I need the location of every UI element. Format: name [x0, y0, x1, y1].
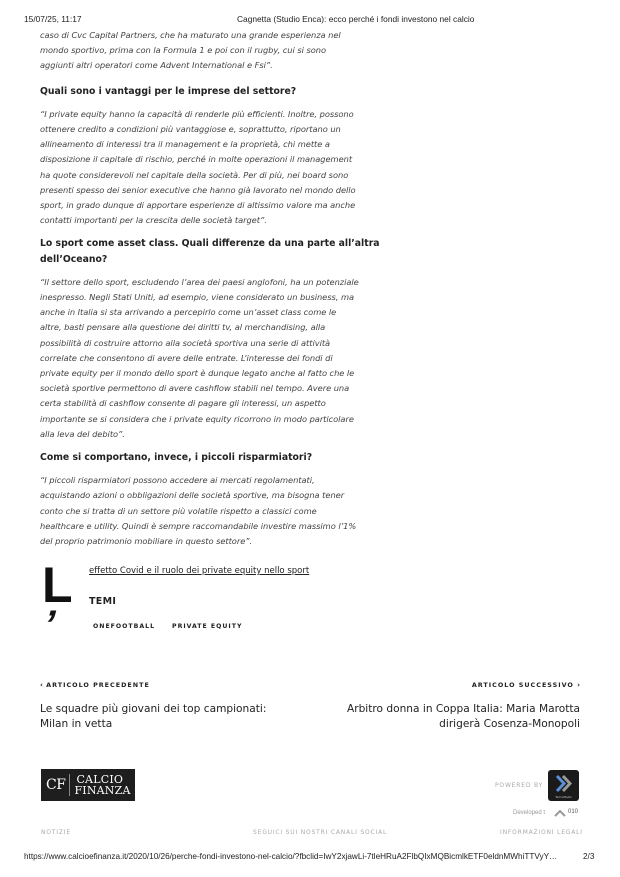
text-line: “I private equity hanno la capacità di renderle più efficienti. Inoltre, possono — [40, 108, 354, 119]
section-paragraph — [40, 275, 380, 442]
double-chevron-icon — [554, 774, 573, 793]
text-line: acquistando azioni o obbligazioni delle società sportive, ma bisogna tener — [40, 490, 345, 501]
title-line: Arbitro donna in Coppa Italia: Maria Marotta — [346, 703, 580, 715]
print-header — [24, 14, 596, 28]
text-line: possibilità di costruire attorno alla società sportiva una serie di attività — [40, 337, 331, 348]
topic-tags — [93, 623, 242, 630]
text-line: caso di Cvc Capital Partners, che ha maturato una grande esperienza nel — [40, 30, 341, 40]
title-line: Milan in vetta — [40, 718, 113, 730]
text-line: alla leva del debito”. — [40, 428, 125, 439]
section-paragraph — [40, 473, 380, 549]
next-article-label — [320, 681, 580, 689]
text-line: conto che si tratta di un settore più volatile rispetto a classici come — [40, 505, 317, 516]
related-article-link[interactable]: effetto Covid e il ruolo dei private equity nello sport — [89, 566, 310, 576]
text-line: allineamento di interessi tra il management e la proprietà, chi mette a — [40, 139, 330, 150]
section-paragraph — [40, 107, 380, 229]
developer-logo-text: TechnoMedia — [555, 796, 572, 799]
print-datetime: 15/07/25, 11:17 — [24, 14, 82, 24]
print-page-title: Cagnetta (Studio Enca): ecco perché i fondi investono nel calcio — [237, 14, 475, 24]
text-line: ottenere credito a condizioni più vantaggiose e, soprattutto, riportano un — [40, 124, 341, 135]
print-url: https://www.calcioefinanza.it/2020/10/26/perche-fondi-investono-nel-calcio/?fbclid=IwY2xjawLi-7tleHRuA2FlbQIxMQBicmlkETF0eldnMWhiTTVyY… — [24, 852, 558, 861]
powered-by-label: POWERED BY — [495, 782, 544, 789]
text-line: private equity per il mondo dello sport è dunque legato anche al fatto che le — [40, 368, 355, 379]
logo-name — [74, 774, 130, 796]
logo-initials: CF — [46, 777, 66, 793]
footer-link-notizie[interactable]: NOTIZIE — [41, 829, 71, 836]
text-line: “I piccoli risparmiatori possono accedere ai mercati regolamentati, — [40, 475, 315, 486]
scroll-to-top-icon[interactable] — [553, 808, 567, 818]
text-line: contatti importanti per la crescita delle società target”. — [40, 215, 267, 226]
tag-private-equity[interactable]: PRIVATE EQUITY — [172, 623, 243, 630]
next-article-title[interactable] — [320, 702, 580, 732]
text-line: sport, in grado dunque di apportare esperienze di altissimo valore ma anche — [40, 200, 356, 211]
dropcap — [38, 557, 71, 647]
tag-onefootball[interactable]: ONEFOOTBALL — [93, 623, 156, 630]
logo-divider — [69, 774, 70, 796]
developed-by-text: Developed t — [513, 810, 546, 816]
text-line: presenti spesso dei senior executive che hanno già lavorato nel mondo dello — [40, 184, 356, 195]
logo-line2: FINANZA — [74, 784, 131, 797]
title-line: dirigerà Cosenza-Monopoli — [439, 718, 580, 730]
copyright-year: 010 — [568, 809, 579, 815]
title-line: Le squadre più giovani dei top campionati: — [40, 703, 267, 715]
previous-label-text: ARTICOLO PRECEDENTE — [46, 681, 150, 689]
text-line: anche in Italia si sta arrivando a percepirlo come un’asset class come le — [40, 307, 337, 318]
page-number: 2/3 — [583, 852, 595, 861]
dropcap-letter: L — [42, 557, 71, 613]
logo-line1: CALCIO — [76, 773, 124, 786]
previous-article[interactable] — [40, 681, 300, 732]
footer-link-social[interactable]: SEGUICI SUI NOSTRI CANALI SOCIAL — [253, 829, 388, 836]
text-line: disposizione il capitale di rischio, perché in molte operazioni il management — [40, 154, 353, 165]
text-line: inespresso. Negli Stati Uniti, ad esempio, viene considerato un business, ma — [40, 292, 355, 303]
heading-line: Lo sport come asset class. Quali differenze da una parte all’altra — [40, 238, 380, 250]
text-line: ha quote considerevoli nel capitale della società. Per di più, nei board sono — [40, 169, 349, 180]
text-line: certa stabilità di cashflow consente di pagare gli interessi, un aspetto — [40, 398, 326, 409]
text-line: healthcare e utility. Quindi è sempre raccomandabile investire massimo l’1% — [40, 520, 357, 531]
section-heading: Quali sono i vantaggi per le imprese del settore? — [40, 85, 297, 97]
text-line: del proprio patrimonio mobiliare in questo settore”. — [40, 536, 253, 547]
chevron-right-icon: › — [577, 681, 580, 689]
section-heading: Come si comportano, invece, i piccoli risparmiatori? — [40, 452, 313, 464]
text-line: mondo sportivo, prima con la Formula 1 e poi con il rugby, cui si sono — [40, 45, 326, 56]
calcio-finanza-logo[interactable] — [41, 769, 135, 801]
text-line: importante se si considera che i private equity ricorrono in modo particolare — [40, 413, 354, 424]
developer-logo[interactable] — [548, 770, 579, 801]
next-label-text: ARTICOLO SUCCESSIVO — [471, 681, 574, 689]
chevron-left-icon: ‹ — [40, 681, 43, 689]
previous-article-label — [40, 681, 300, 689]
previous-article-title[interactable] — [40, 702, 300, 732]
topics-heading: TEMI — [89, 596, 117, 607]
intro-paragraph — [40, 28, 380, 74]
footer-link-legal[interactable]: INFORMAZIONI LEGALI — [500, 829, 583, 836]
text-line: “Il settore dello sport, escludendo l’area dei paesi anglofoni, ha un potenziale — [40, 276, 359, 287]
text-line: correlate che consentono di avere delle entrate. L’interesse dei fondi di — [40, 352, 333, 363]
section-heading — [40, 236, 380, 266]
article-body — [40, 28, 380, 549]
next-article[interactable] — [320, 681, 580, 732]
text-line: altre, basti pensare alla questione dei diritti tv, al merchandising, alla — [40, 322, 326, 333]
heading-line: dell’Oceano? — [40, 253, 108, 265]
text-line: società sportive permettono di avere cashflow stabili nel tempo. Avere una — [40, 383, 350, 394]
text-line: aggiunti altri operatori come Advent International e Fsi”. — [40, 60, 273, 71]
dropcap-apostrophe: ’ — [38, 603, 60, 647]
